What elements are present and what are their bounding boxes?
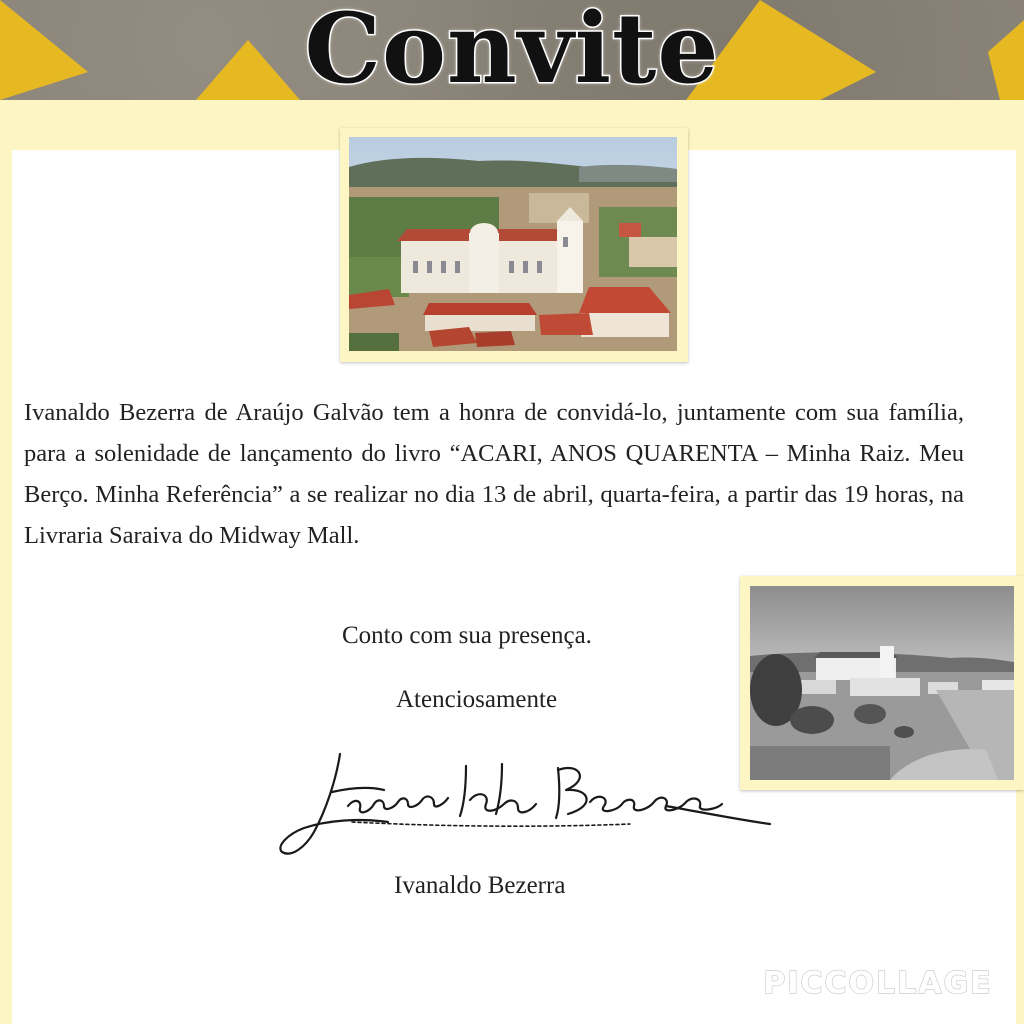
bottom-photo-frame (740, 576, 1024, 790)
closing-line: Conto com sua presença. (342, 622, 592, 649)
invitation-title: Convite (304, 0, 720, 100)
header-band (0, 0, 1024, 100)
church-town-historic-bw-photo (750, 586, 1014, 780)
handwritten-signature (270, 740, 780, 870)
signer-name: Ivanaldo Bezerra (394, 872, 566, 899)
invitation-body: Ivanaldo Bezerra de Araújo Galvão tem a honra de convidá-lo, juntamente com sua família, para a solenidade de lançamento do livro “ACARI, ANOS QUARENTA – Minha Raiz. Meu Berço. Minha Referência” a se realizar no dia 13 de abril, quarta-feira, a partir das 19 horas, na Livraria Saraiva do Midway Mall. (24, 399, 964, 549)
top-photo-frame (340, 128, 688, 362)
church-town-aerial-photo (349, 137, 677, 351)
piccollage-watermark: PICCOLLAGE (763, 965, 993, 1001)
sign-off: Atenciosamente (396, 686, 558, 713)
